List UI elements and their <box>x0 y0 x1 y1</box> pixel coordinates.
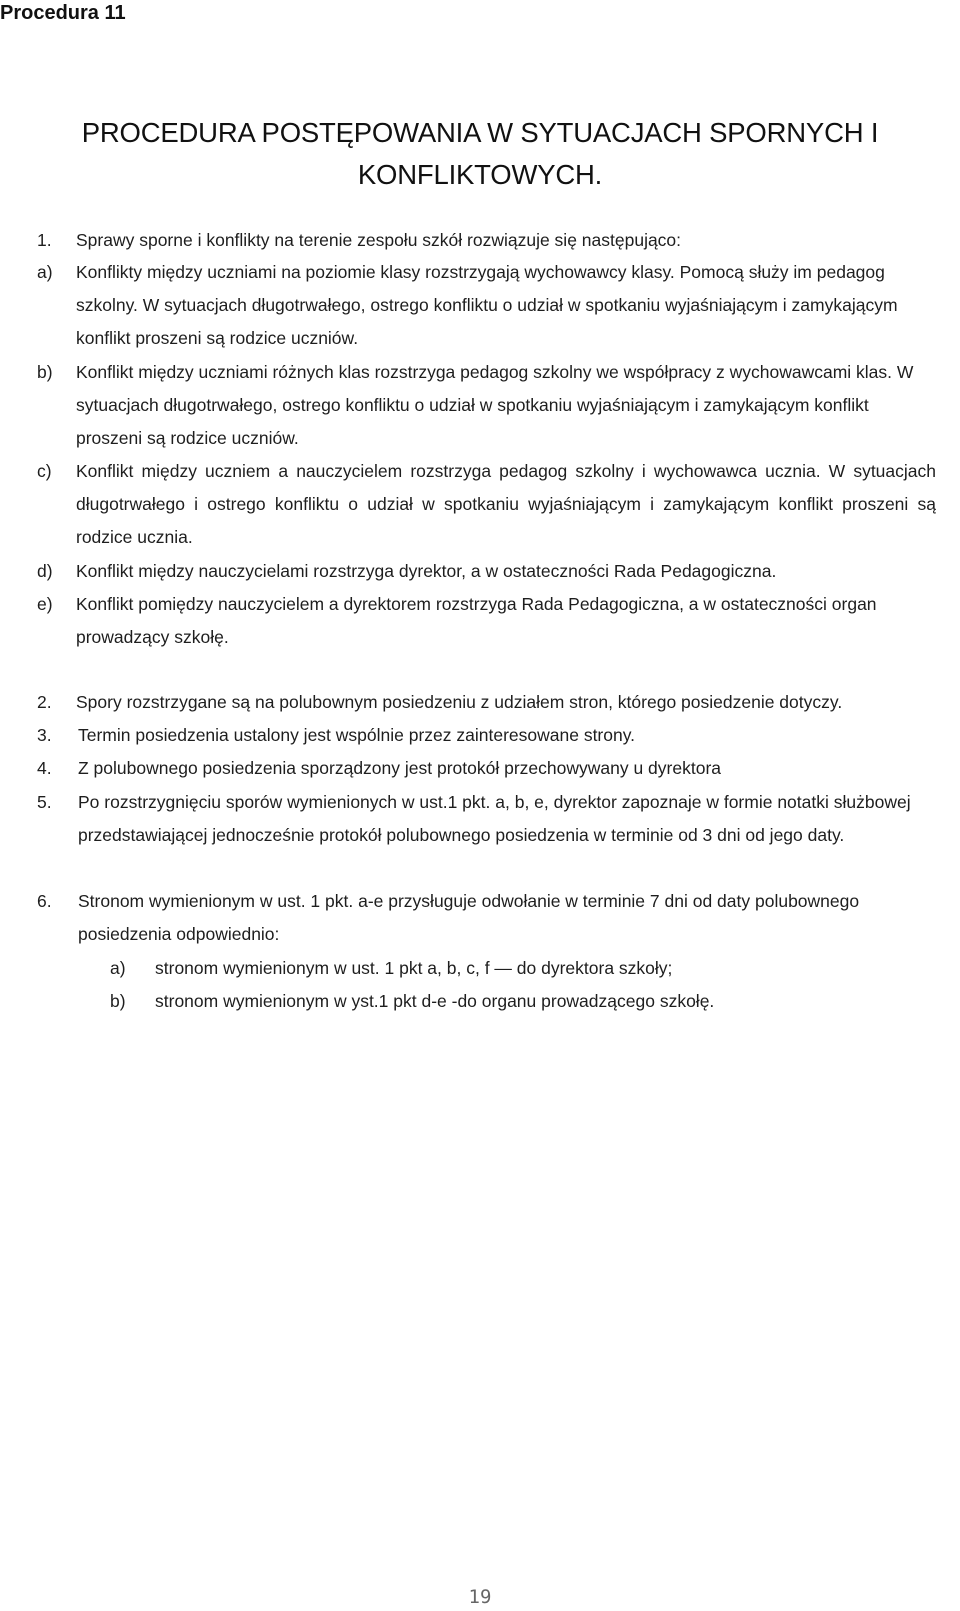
section-1-item-a-marker: a) <box>37 262 53 282</box>
page-number: 19 <box>468 1586 492 1608</box>
point-6-text: Stronom wymienionym w ust. 1 pkt. a-e przysługuje odwołanie w terminie 7 dni od daty polubownego posiedzenia odpowiednio: <box>78 891 860 944</box>
point-4-text: Z polubownego posiedzenia sporządzony jest protokół przechowywany u dyrektora <box>78 758 722 778</box>
subpoint-a-marker: a) <box>110 958 126 978</box>
point-3-number: 3. <box>37 725 52 745</box>
document-title <box>30 112 930 196</box>
point-6-number: 6. <box>37 891 52 911</box>
point-5-number: 5. <box>37 792 52 812</box>
point-2-text: Spory rozstrzygane są na polubownym posiedzeniu z udziałem stron, którego posiedzenie dotyczy. <box>76 692 843 712</box>
point-3-text: Termin posiedzenia ustalony jest wspólnie przez zainteresowane strony. <box>78 725 636 745</box>
section-1-item-e-marker: e) <box>37 594 53 614</box>
section-1-item-a-text: Konflikty między uczniami na poziomie klasy rozstrzygają wychowawcy klasy. Pomocą służy im pedagog szkolny. W sytuacjach długotrwałego, ostrego konfliktu o udział w spotkaniu wyjaśniającym i zamykającym konflikt proszeni są rodzice uczniów. <box>76 262 898 348</box>
section-1-item-b-marker: b) <box>37 362 53 382</box>
section-1-item-c-text: Konflikt między uczniem a nauczycielem rozstrzyga pedagog szkolny i wychowawca ucznia. W sytuacjach długotrwałego i ostrego konfliktu o udział w spotkaniu wyjaśniającym i zamykającym konflikt proszeni są rodzice ucznia. <box>76 461 936 547</box>
subpoint-a-text: stronom wymienionym w ust. 1 pkt a, b, c, f — do dyrektora szkoły; <box>155 958 673 978</box>
section-1-item-c-marker: c) <box>37 461 52 481</box>
point-5-text: Po rozstrzygnięciu sporów wymienionych w ust.1 pkt. a, b, e, dyrektor zapoznaje w formie notatki służbowej przedstawiającej jednocześnie protokół polubownego posiedzenia w terminie od 3 dni od jego daty. <box>78 792 911 845</box>
title-line-1: PROCEDURA POSTĘPOWANIA W SYTUACJACH SPORNYCH I <box>81 117 879 148</box>
subpoint-b-text: stronom wymienionym w yst.1 pkt d-e -do organu prowadzącego szkołę. <box>155 991 715 1011</box>
title-line-2: KONFLIKTOWYCH. <box>357 159 603 190</box>
section-1-item-d-marker: d) <box>37 561 53 581</box>
procedure-label: Procedura 11 <box>0 2 126 24</box>
point-4-number: 4. <box>37 758 52 778</box>
subpoint-b-marker: b) <box>110 991 126 1011</box>
section-1-item-d-text: Konflikt między nauczycielami rozstrzyga dyrektor, a w ostateczności Rada Pedagogiczna. <box>76 561 777 581</box>
section-1-intro: Sprawy sporne i konflikty na terenie zespołu szkół rozwiązuje się następująco: <box>76 230 682 250</box>
section-1-item-b-text: Konflikt między uczniami różnych klas rozstrzyga pedagog szkolny we współpracy z wychowawcami klas. W sytuacjach długotrwałego, ostrego konfliktu o udział w spotkaniu wyjaśniającym i zamykającym konflikt proszeni są rodzice uczniów. <box>76 362 914 448</box>
section-1-number: 1. <box>37 230 52 250</box>
section-1-item-e-text: Konflikt pomiędzy nauczycielem a dyrektorem rozstrzyga Rada Pedagogiczna, a w ostateczności organ prowadzący szkołę. <box>76 594 877 647</box>
point-2-number: 2. <box>37 692 52 712</box>
